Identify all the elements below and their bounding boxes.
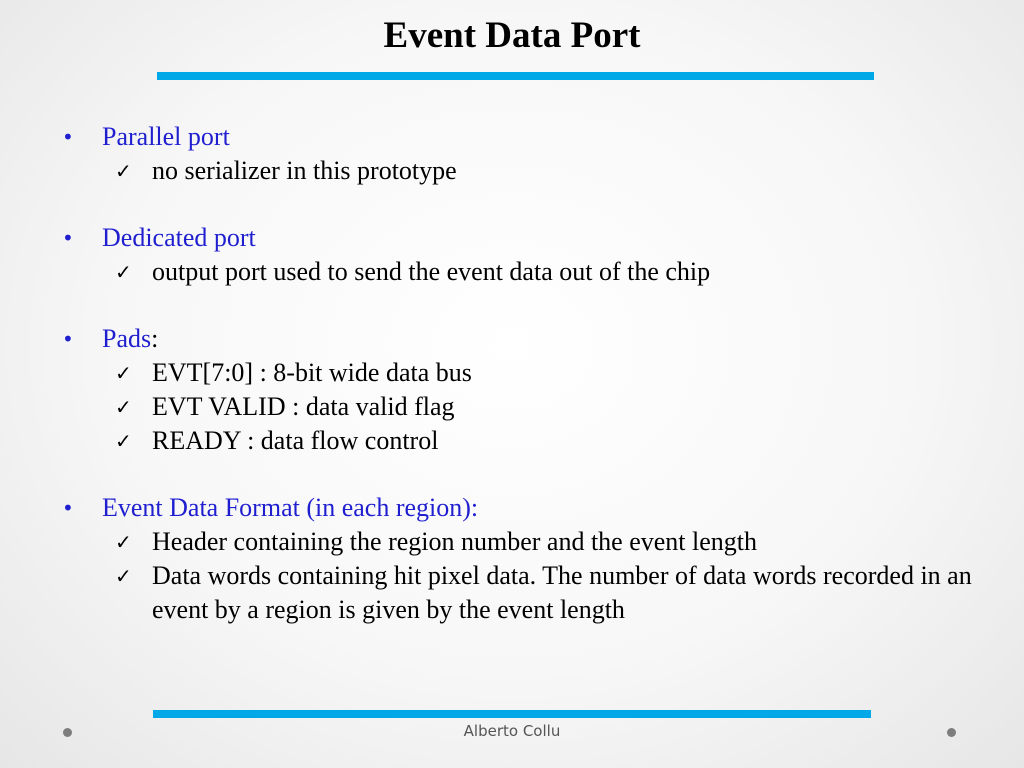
bullet-label: Parallel port	[102, 122, 230, 151]
bullet-item	[60, 491, 990, 525]
sub-item-text: Header containing the region number and the event length	[152, 527, 758, 556]
title-underline	[157, 72, 874, 80]
sub-item-text: EVT VALID : data valid flag	[152, 392, 455, 421]
checkmark-icon: ✓	[115, 564, 132, 588]
bullet-label: Dedicated port	[102, 223, 256, 252]
checkmark-icon: ✓	[115, 429, 132, 453]
bullet-label: Pads	[102, 324, 152, 353]
bullet-group	[60, 322, 990, 458]
checkmark-icon: ✓	[115, 260, 132, 284]
bullet-dot-icon: •	[62, 226, 74, 250]
sub-item	[60, 390, 990, 424]
sub-item-text: EVT[7:0] : 8-bit wide data bus	[152, 358, 472, 387]
checkmark-icon: ✓	[115, 159, 132, 183]
checkmark-icon: ✓	[115, 530, 132, 554]
sub-item	[60, 525, 990, 559]
bullet-group	[60, 120, 990, 188]
slide-body	[60, 120, 990, 660]
sub-item-text: no serializer in this prototype	[152, 156, 457, 185]
sub-item	[60, 255, 990, 289]
bullet-suffix: :	[151, 324, 159, 353]
sub-item	[60, 154, 990, 188]
bullet-dot-icon: •	[62, 125, 74, 149]
bullet-group	[60, 221, 990, 289]
bullet-dot-icon: •	[62, 327, 74, 351]
footer-author: Alberto Collu	[463, 722, 561, 740]
bullet-label: Event Data Format (in each region):	[102, 493, 479, 522]
bullet-dot-icon: •	[62, 496, 74, 520]
sub-item-text: Data words containing hit pixel data. The number of data words recorded in an event by a region is given by the event length	[152, 561, 972, 624]
sub-item	[60, 559, 990, 627]
bullet-group	[60, 491, 990, 627]
bullet-item	[60, 322, 990, 356]
checkmark-icon: ✓	[115, 361, 132, 385]
footer-rule	[153, 710, 871, 718]
bullet-item	[60, 221, 990, 255]
sub-item	[60, 424, 990, 458]
sub-item-text: READY : data flow control	[152, 426, 439, 455]
slide-title: Event Data Port	[383, 15, 641, 56]
checkmark-icon: ✓	[115, 395, 132, 419]
sub-item-text: output port used to send the event data out of the chip	[152, 257, 711, 286]
sub-item	[60, 356, 990, 390]
bullet-item	[60, 120, 990, 154]
